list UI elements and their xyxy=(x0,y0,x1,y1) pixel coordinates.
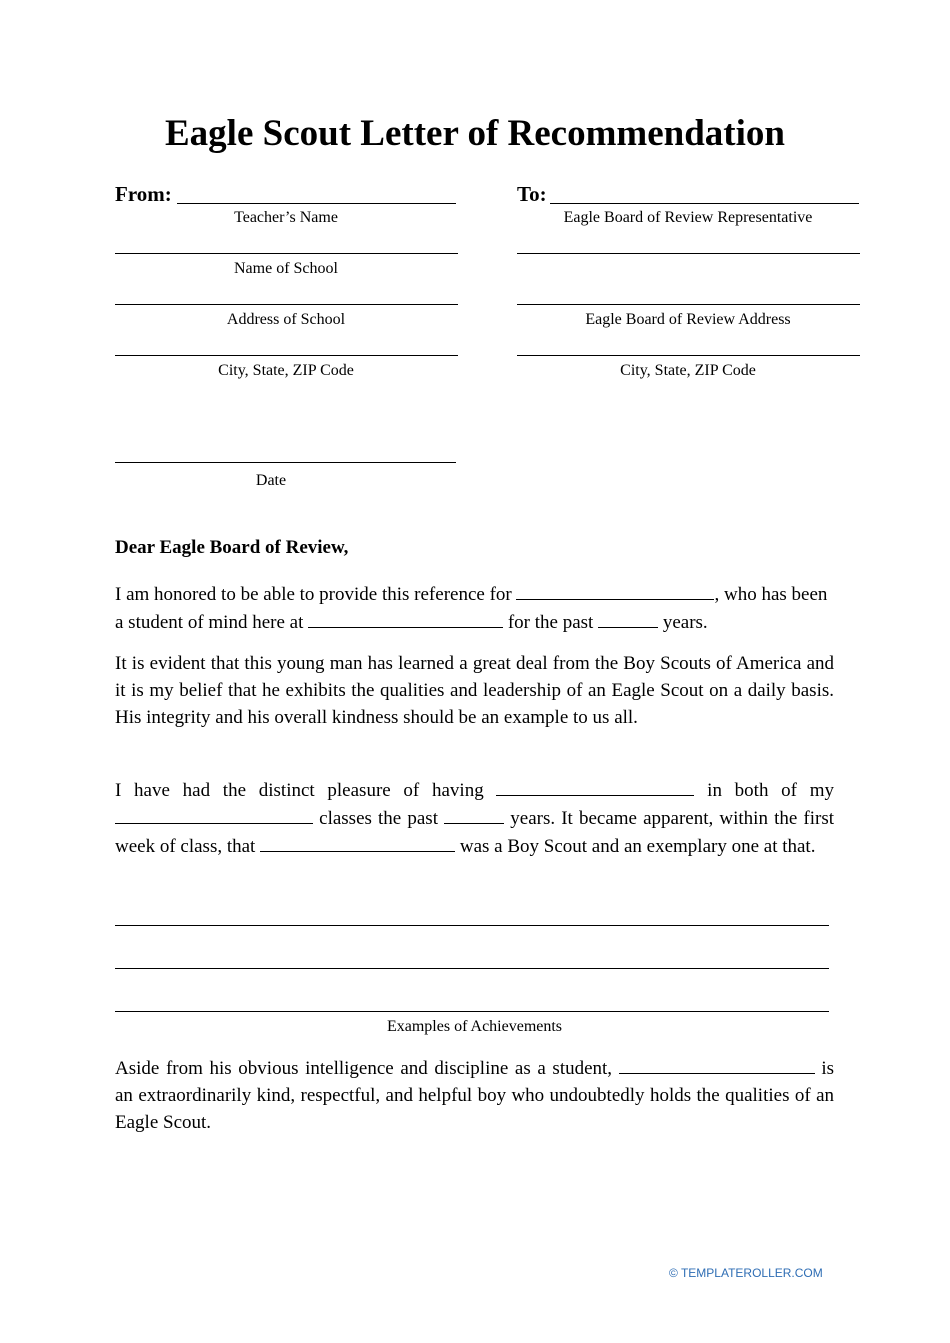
school-blank[interactable] xyxy=(308,608,503,628)
teacher-name-caption: Teacher’s Name xyxy=(234,209,338,226)
paragraph-3-text-b: in both of my xyxy=(707,780,835,801)
salutation: Dear Eagle Board of Review, xyxy=(115,537,349,558)
representative-line[interactable] xyxy=(550,203,859,204)
paragraph-4-text-b: is an extraordinarily kind, respectful, and helpful boy who undoubtedly holds the qualities of an Eagle Scout. xyxy=(115,1058,834,1133)
achievement-line-1[interactable] xyxy=(115,925,829,926)
paragraph-1-text-c: for the past xyxy=(507,612,594,633)
paragraph-3-text-d: years. It became apparent, within the first week of class, that xyxy=(115,808,835,857)
date-caption: Date xyxy=(255,472,287,489)
scout-name-blank[interactable] xyxy=(516,580,714,600)
paragraph-3-text-a: I have had the distinct pleasure of having xyxy=(115,780,484,801)
footer-copyright[interactable]: © TEMPLATEROLLER.COM xyxy=(669,1266,823,1280)
to-label: To: xyxy=(517,182,547,206)
board-city-line[interactable] xyxy=(517,355,860,356)
school-address-caption: Address of School xyxy=(226,311,346,328)
scout-name-blank-3[interactable] xyxy=(260,832,455,852)
paragraph-4-text-a: Aside from his obvious intelligence and discipline as a student, xyxy=(115,1058,613,1079)
scout-name-blank-2[interactable] xyxy=(496,776,694,796)
school-name-line[interactable] xyxy=(115,253,458,254)
from-label: From: xyxy=(115,182,172,206)
board-line-2[interactable] xyxy=(517,253,860,254)
board-address-caption: Eagle Board of Review Address xyxy=(585,311,791,328)
paragraph-3-text-c: classes the past xyxy=(319,808,438,829)
achievement-line-2[interactable] xyxy=(115,968,829,969)
achievement-line-3[interactable] xyxy=(115,1011,829,1012)
board-city-caption: City, State, ZIP Code xyxy=(620,362,756,379)
document-title: Eagle Scout Letter of Recommendation xyxy=(165,113,785,154)
achievements-caption: Examples of Achievements xyxy=(386,1018,563,1035)
board-address-line[interactable] xyxy=(517,304,860,305)
paragraph-1-text-b: , who has been a student of mind here at xyxy=(115,584,828,633)
teacher-name-line[interactable] xyxy=(177,203,456,204)
representative-caption: Eagle Board of Review Representative xyxy=(563,209,813,226)
scout-name-blank-4[interactable] xyxy=(619,1054,815,1074)
paragraph-1 xyxy=(115,580,834,636)
paragraph-3 xyxy=(115,776,834,860)
paragraph-3-text-e: was a Boy Scout and an exemplary one at that. xyxy=(459,836,816,857)
paragraph-2: It is evident that this young man has learned a great deal from the Boy Scouts of America and it is my belief that he exhibits the qualities and leadership of an Eagle Scout on a daily basis. His integrity and his overall kindness should be an example to us all. xyxy=(115,653,834,728)
school-address-line[interactable] xyxy=(115,304,458,305)
subject-blank[interactable] xyxy=(115,804,313,824)
date-line[interactable] xyxy=(115,462,456,463)
school-name-caption: Name of School xyxy=(234,260,338,277)
paragraph-4 xyxy=(115,1054,834,1136)
school-city-caption: City, State, ZIP Code xyxy=(218,362,354,379)
paragraph-1-text-a: I am honored to be able to provide this reference for xyxy=(115,584,512,605)
school-city-line[interactable] xyxy=(115,355,458,356)
years-blank[interactable] xyxy=(598,608,658,628)
paragraph-1-text-d: years. xyxy=(662,612,708,633)
years-blank-2[interactable] xyxy=(444,804,504,824)
